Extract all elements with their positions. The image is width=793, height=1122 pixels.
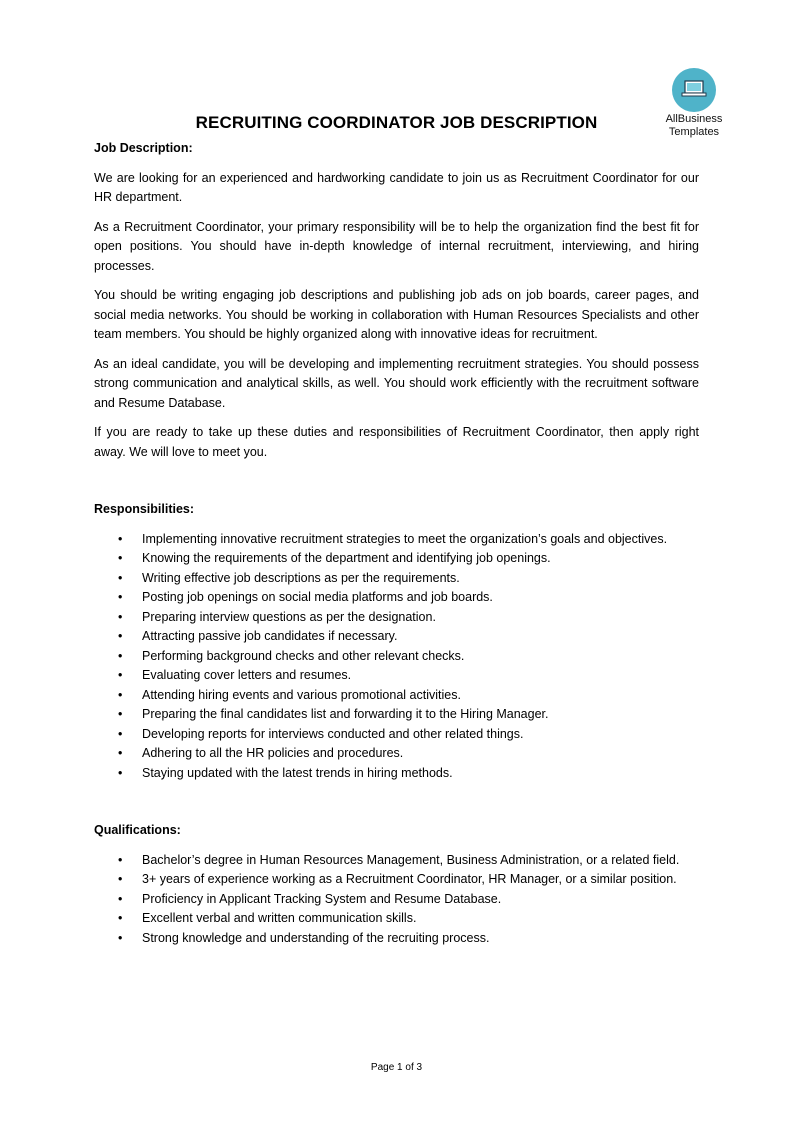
list-item xyxy=(94,549,699,569)
list-item xyxy=(94,666,699,686)
list-item-text: Implementing innovative recruitment strategies to meet the organization’s goals and objectives. xyxy=(142,531,668,546)
list-item xyxy=(94,870,699,890)
bullet: • xyxy=(118,891,123,906)
list-item-text: 3+ years of experience working as a Recruitment Coordinator, HR Manager, or a similar position. xyxy=(142,872,677,886)
list-item-text: Proficiency in Applicant Tracking System and Resume Database. xyxy=(142,891,502,906)
list-item xyxy=(94,929,699,949)
bullet: • xyxy=(118,629,123,643)
list-item-text: Developing reports for interviews conducted and other related things. xyxy=(142,726,524,741)
list-item-text: Staying updated with the latest trends in hiring methods. xyxy=(142,765,453,780)
list-item-text: Excellent verbal and written communication skills. xyxy=(142,911,417,925)
logo-circle xyxy=(672,68,716,112)
list-item xyxy=(94,909,699,929)
list-item-text: Posting job openings on social media platforms and job boards. xyxy=(142,590,493,604)
bullet: • xyxy=(118,930,123,945)
job-description-heading: Job Description: xyxy=(94,141,193,155)
list-item xyxy=(94,530,699,550)
list-item-text: Attracting passive job candidates if necessary. xyxy=(142,629,398,643)
list-item-text: Evaluating cover letters and resumes. xyxy=(142,668,352,682)
bullet: • xyxy=(118,570,123,585)
bullet: • xyxy=(118,707,123,721)
list-item xyxy=(94,705,699,725)
list-item-text: Preparing the final candidates list and forwarding it to the Hiring Manager. xyxy=(142,707,549,721)
bullet: • xyxy=(118,590,123,604)
bullet: • xyxy=(118,687,123,702)
list-item-text: Adhering to all the HR policies and procedures. xyxy=(142,746,404,760)
bullet: • xyxy=(118,746,123,760)
list-item xyxy=(94,851,699,871)
job-description-paragraph-2: As a Recruitment Coordinator, your primary responsibility will be to help the organization find the best fit for open positions. You should have in-depth knowledge of internal recruitment, interviewing, and hiring processes. xyxy=(94,219,699,273)
document-body xyxy=(94,139,699,948)
list-item xyxy=(94,725,699,745)
bullet: • xyxy=(118,852,123,867)
list-item xyxy=(94,569,699,589)
bullet: • xyxy=(118,872,123,886)
list-item-text: Bachelor’s degree in Human Resources Management, Business Administration, or a related field. xyxy=(142,852,680,867)
document-title: RECRUITING COORDINATOR JOB DESCRIPTION xyxy=(195,113,598,132)
qualifications-heading: Qualifications: xyxy=(94,823,181,837)
list-item-text: Writing effective job descriptions as per the requirements. xyxy=(142,570,460,585)
list-item-text: Preparing interview questions as per the designation. xyxy=(142,609,436,624)
list-item-text: Attending hiring events and various promotional activities. xyxy=(142,687,461,702)
responsibilities-heading: Responsibilities: xyxy=(94,502,195,516)
laptop-icon xyxy=(681,79,707,99)
job-description-paragraph-3: You should be writing engaging job descriptions and publishing job ads on job boards, career pages, and social media networks. You should be working in collaboration with Human Resources Specialists and other team members. You should be highly organized along with innovative ideas for recruitment. xyxy=(94,288,699,341)
job-description-paragraph-5: If you are ready to take up these duties and responsibilities of Recruitment Coordinator, then apply right away. We will love to meet you. xyxy=(94,425,699,459)
job-description-paragraph-4: As an ideal candidate, you will be developing and implementing recruitment strategies. You should possess strong communication and analytical skills, as well. You should work efficiently with the recruitment software and Resume Database. xyxy=(94,356,699,410)
job-description-paragraph-1: We are looking for an experienced and hardworking candidate to join us as Recruitment Coordinator for our HR department. xyxy=(94,170,699,204)
logo-text-line1: AllBusiness xyxy=(665,113,723,125)
list-item xyxy=(94,890,699,910)
list-item xyxy=(94,744,699,764)
page-number-footer: Page 1 of 3 xyxy=(370,1062,423,1073)
list-item xyxy=(94,686,699,706)
list-item-text: Knowing the requirements of the department and identifying job openings. xyxy=(142,551,551,565)
bullet: • xyxy=(118,551,123,565)
list-item-text: Performing background checks and other relevant checks. xyxy=(142,648,465,663)
qualifications-list xyxy=(94,851,699,949)
list-item-text: Strong knowledge and understanding of the recruiting process. xyxy=(142,930,490,945)
bullet: • xyxy=(118,609,123,624)
list-item xyxy=(94,627,699,647)
list-item xyxy=(94,647,699,667)
responsibilities-list xyxy=(94,530,699,784)
bullet: • xyxy=(118,765,123,780)
bullet: • xyxy=(118,648,123,663)
bullet: • xyxy=(118,911,123,925)
bullet: • xyxy=(118,531,123,546)
list-item xyxy=(94,764,699,784)
logo-text-line2: Templates xyxy=(668,126,720,138)
bullet: • xyxy=(118,726,123,741)
bullet: • xyxy=(118,668,123,682)
list-item xyxy=(94,608,699,628)
list-item xyxy=(94,588,699,608)
